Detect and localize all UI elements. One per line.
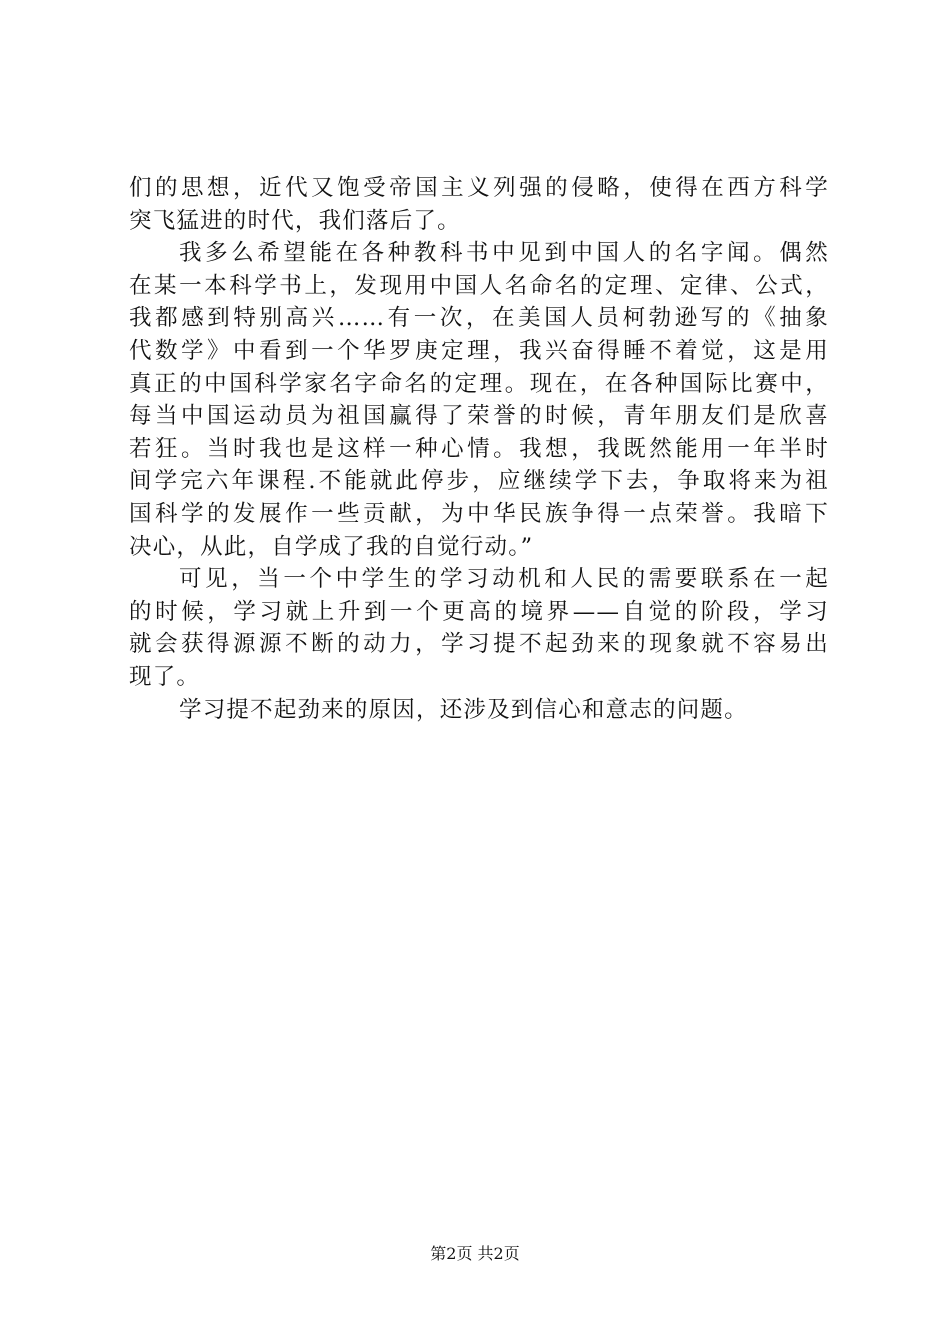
text-line: 我都感到特别高兴……有一次，在美国人员柯勃逊写的《抽象: [129, 305, 829, 332]
text-line: 现了。: [129, 663, 201, 690]
text-line: 间学完六年课程.不能就此停步，应继续学下去，争取将来为祖: [129, 468, 829, 495]
text-line: 代数学》中看到一个华罗庚定理，我兴奋得睡不着觉，这是用: [129, 337, 829, 364]
text-line: 国科学的发展作一些贡献，为中华民族争得一点荣誉。我暗下: [129, 500, 829, 527]
text-line: 学习提不起劲来的原因，还涉及到信心和意志的问题。: [179, 696, 748, 723]
text-line: 若狂。当时我也是这样一种心情。我想，我既然能用一年半时: [129, 435, 829, 462]
text-line: 我多么希望能在各种教科书中见到中国人的名字闻。偶然: [179, 240, 829, 267]
text-line: 决心，从此，自学成了我的自觉行动。”: [129, 533, 534, 560]
text-line: 可见，当一个中学生的学习动机和人民的需要联系在一起: [179, 566, 829, 593]
text-line: 的时候，学习就上升到一个更高的境界——自觉的阶段，学习: [129, 598, 829, 625]
text-line: 就会获得源源不断的动力，学习提不起劲来的现象就不容易出: [129, 631, 829, 658]
text-line: 们的思想，近代又饱受帝国主义列强的侵略，使得在西方科学: [129, 175, 829, 201]
text-line: 每当中国运动员为祖国赢得了荣誉的时候，青年朋友们是欣喜: [129, 403, 829, 430]
text-line: 真正的中国科学家名字命名的定理。现在，在各种国际比赛中，: [129, 370, 829, 397]
text-line: 在某一本科学书上，发现用中国人名命名的定理、定律、公式，: [129, 272, 829, 299]
page-footer: 第2页 共2页: [430, 1244, 520, 1263]
document-body: [129, 172, 829, 726]
text-line: 突飞猛进的时代，我们落后了。: [129, 207, 461, 234]
